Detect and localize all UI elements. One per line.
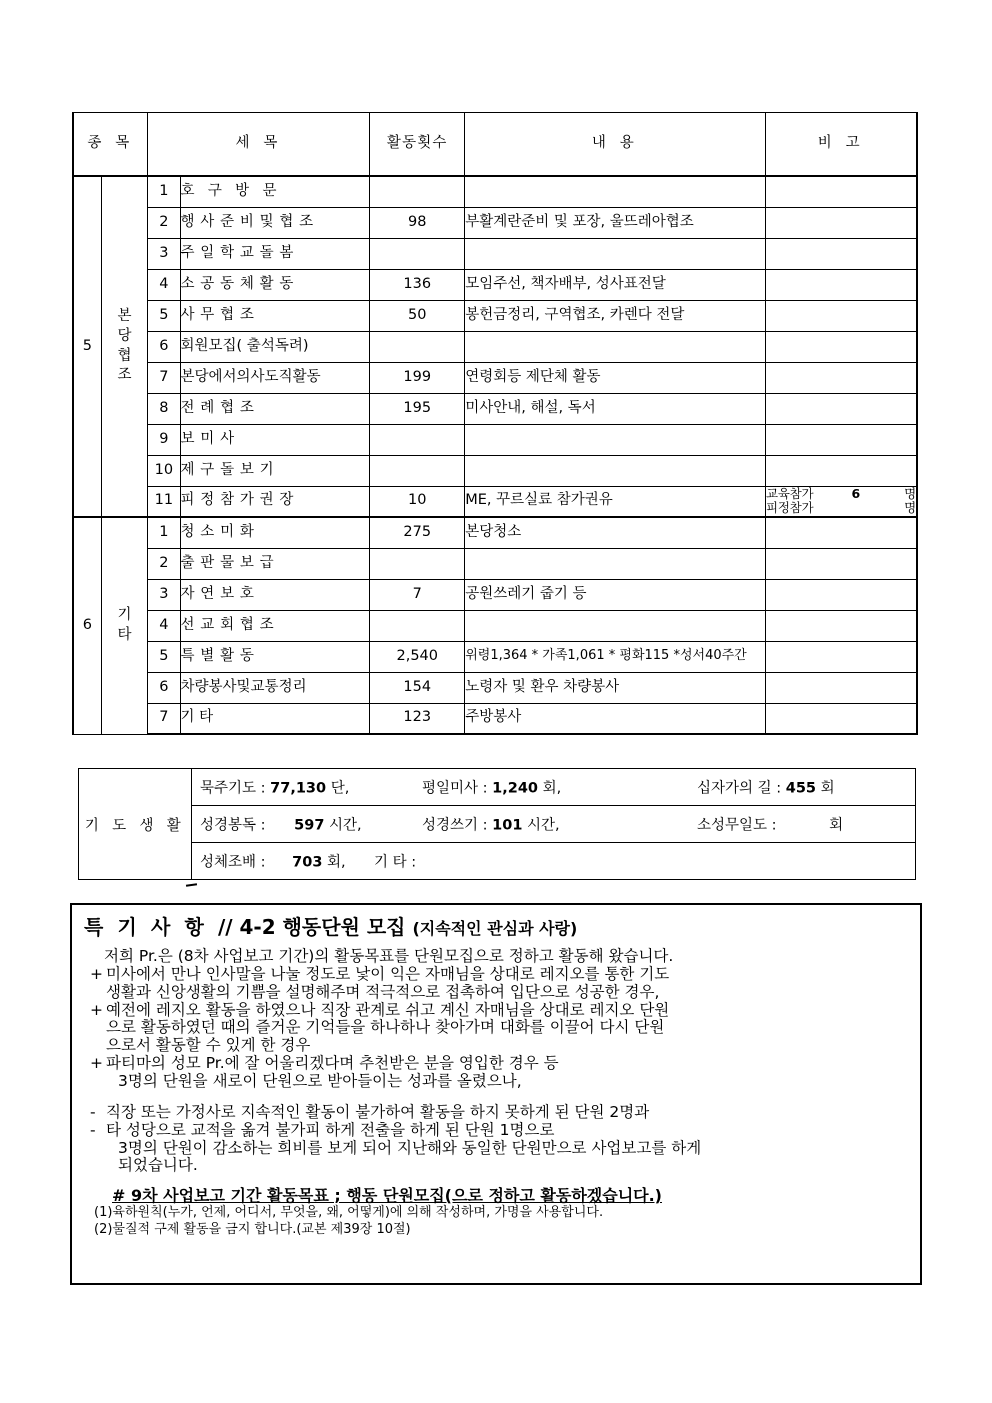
row-content: 주방봉사 xyxy=(465,703,766,734)
special-notes-plus-item xyxy=(90,1055,910,1090)
prayer-life-label: 기 도 생 활 xyxy=(79,769,192,880)
prayer-label: 소성무일도 : xyxy=(697,817,777,834)
row-note xyxy=(766,610,917,641)
prayer-unit: 회, xyxy=(542,780,562,797)
plus-marker-icon: + xyxy=(90,1001,103,1020)
table-row xyxy=(73,362,917,393)
minus-marker-icon: - xyxy=(90,1121,96,1140)
prayer-unit: 단, xyxy=(330,780,350,797)
note-value xyxy=(856,501,862,515)
paragraph-gap xyxy=(90,1090,910,1103)
table-row xyxy=(73,424,917,455)
row-note xyxy=(766,455,917,486)
prayer-label: 성경쓰기 : xyxy=(422,817,488,834)
row-content xyxy=(465,455,766,486)
item-line: 으로서 활동할 수 있게 한 경우 xyxy=(106,1035,311,1054)
prayer-value: 1,240 xyxy=(492,780,539,797)
item-line: 타 성당으로 교적을 옮겨 불가피 하게 전출을 하게 된 단원 1명으로 xyxy=(106,1121,555,1140)
prayer-row-content xyxy=(192,769,916,806)
row-count xyxy=(370,176,465,207)
row-item: 회원모집( 출석독려) xyxy=(180,331,370,362)
plus-marker-icon: + xyxy=(90,965,103,984)
note-unit: 명 xyxy=(904,500,916,516)
row-item: 본당에서의사도직활동 xyxy=(180,362,370,393)
row-count: 98 xyxy=(370,207,465,238)
next-period-goal: # 9차 사업보고 기간 활동목표 ; 행동 단원모집(으로 정하고 활동하겠습니다.) xyxy=(112,1186,662,1206)
footnote-line: (1)육하원칙(누가, 언제, 어디서, 무엇을, 왜, 어떻게)에 의해 작성하며, 가명을 사용합니다. xyxy=(94,1205,604,1221)
row-count: 123 xyxy=(370,703,465,734)
prayer-label: 십자가의 길 : xyxy=(697,780,782,797)
row-count: 2,540 xyxy=(370,641,465,672)
row-item: 보 미 사 xyxy=(180,424,370,455)
row-item: 특 별 활 동 xyxy=(180,641,370,672)
group-label-char: 타 xyxy=(117,626,132,643)
row-note xyxy=(766,207,917,238)
row-count xyxy=(370,424,465,455)
row-count: 50 xyxy=(370,300,465,331)
special-notes-plus-item xyxy=(90,1002,910,1054)
prayer-life-table-wrapper xyxy=(78,768,916,880)
prayer-value: 703 xyxy=(292,854,323,871)
special-notes-title-main: // 4-2 행동단원 모집 xyxy=(217,915,413,939)
row-content xyxy=(465,238,766,269)
prayer-unit: 회 xyxy=(829,817,844,834)
row-content: 미사안내, 해설, 독서 xyxy=(465,393,766,424)
row-number: 3 xyxy=(148,579,180,610)
header-item: 세 목 xyxy=(148,113,370,177)
row-item: 기 타 xyxy=(180,703,370,734)
prayer-label: 묵주기도 : xyxy=(200,780,266,797)
row-number: 8 xyxy=(148,393,180,424)
row-note xyxy=(766,641,917,672)
table-row xyxy=(73,579,917,610)
item-line: 3명의 단원을 새로이 단원으로 받아들이는 성과를 올렸으나, xyxy=(118,1071,522,1090)
table-header-row xyxy=(73,113,917,177)
row-content: 봉헌금정리, 구역협조, 카렌다 전달 xyxy=(465,300,766,331)
prayer-row xyxy=(79,769,916,806)
row-note xyxy=(766,362,917,393)
item-line: 파티마의 성모 Pr.에 잘 어울리겠다며 추천받은 분을 영입한 경우 등 xyxy=(106,1054,559,1073)
row-number: 10 xyxy=(148,455,180,486)
row-number: 4 xyxy=(148,610,180,641)
row-count: 199 xyxy=(370,362,465,393)
table-row xyxy=(73,300,917,331)
minus-marker-icon: - xyxy=(90,1102,96,1121)
note-value: 6 xyxy=(851,486,860,502)
row-note-detail xyxy=(766,486,917,517)
row-number: 7 xyxy=(148,362,180,393)
row-number: 6 xyxy=(148,672,180,703)
item-line: 예전에 레지오 활동을 하였으나 직장 관계로 쉬고 계신 자매님을 상대로 레지오 단원 xyxy=(106,1001,670,1020)
group-label-char: 기 xyxy=(117,606,132,623)
row-number: 1 xyxy=(148,517,180,548)
activity-table xyxy=(72,112,918,735)
row-note xyxy=(766,269,917,300)
row-content xyxy=(465,176,766,207)
group-label-char: 협 xyxy=(117,347,132,364)
stray-dash-mark xyxy=(186,883,197,887)
item-line: 미사에서 만나 인사말을 나눌 정도로 낯이 익은 자매님을 상대로 레지오를 통한 기도 xyxy=(106,965,670,984)
row-content: 모임주선, 책자배부, 성사표전달 xyxy=(465,269,766,300)
special-notes-body xyxy=(72,940,920,1238)
row-note xyxy=(766,579,917,610)
row-number: 11 xyxy=(148,486,180,517)
row-count: 136 xyxy=(370,269,465,300)
row-content xyxy=(465,610,766,641)
header-count: 활동횟수 xyxy=(370,113,465,177)
row-number: 9 xyxy=(148,424,180,455)
row-item: 행 사 준 비 및 협 조 xyxy=(180,207,370,238)
prayer-label: 평일미사 : xyxy=(422,780,488,797)
table-row xyxy=(73,548,917,579)
row-item: 선 교 회 협 조 xyxy=(180,610,370,641)
row-count: 275 xyxy=(370,517,465,548)
table-row xyxy=(73,610,917,641)
prayer-value: 455 xyxy=(785,780,817,797)
prayer-life-table xyxy=(78,768,916,880)
row-content: 부활계란준비 및 포장, 울뜨레아협조 xyxy=(465,207,766,238)
footnote-line: (2)물질적 구제 활동을 금지 합니다.(교본 제39장 10절) xyxy=(94,1221,411,1237)
row-content: 연령회등 제단체 활동 xyxy=(465,362,766,393)
plus-marker-icon: + xyxy=(90,1054,103,1073)
row-content xyxy=(465,548,766,579)
note-unit: 명 xyxy=(904,486,916,502)
row-count xyxy=(370,548,465,579)
prayer-label: 기 타 : xyxy=(374,854,417,871)
prayer-row-content xyxy=(192,843,916,880)
row-count: 10 xyxy=(370,486,465,517)
prayer-label: 성체조배 : xyxy=(200,854,266,871)
table-row xyxy=(73,703,917,734)
header-note: 비 고 xyxy=(766,113,917,177)
row-number: 7 xyxy=(148,703,180,734)
prayer-unit: 회 xyxy=(820,780,835,797)
row-item: 호 구 방 문 xyxy=(180,176,370,207)
group-vertical-label xyxy=(101,517,147,734)
row-number: 1 xyxy=(148,176,180,207)
row-number: 2 xyxy=(148,207,180,238)
table-row xyxy=(73,641,917,672)
row-note xyxy=(766,331,917,362)
row-count: 154 xyxy=(370,672,465,703)
prayer-unit: 시간, xyxy=(527,817,560,834)
group-vertical-label xyxy=(101,176,147,517)
note-label: 피정참가 xyxy=(766,500,814,516)
prayer-row-content xyxy=(192,806,916,843)
prayer-value: 597 xyxy=(294,817,325,834)
row-count: 7 xyxy=(370,579,465,610)
row-item: 청 소 미 화 xyxy=(180,517,370,548)
group-label-char: 조 xyxy=(117,367,132,384)
table-row xyxy=(73,269,917,300)
row-item: 출 판 물 보 급 xyxy=(180,548,370,579)
row-number: 5 xyxy=(148,300,180,331)
group-number: 5 xyxy=(73,176,101,517)
row-count xyxy=(370,238,465,269)
prayer-unit: 시간, xyxy=(329,817,362,834)
row-count xyxy=(370,331,465,362)
row-note xyxy=(766,176,917,207)
prayer-row xyxy=(79,806,916,843)
special-notes-title-paren: (지속적인 관심과 사랑) xyxy=(412,919,578,938)
row-item: 사 무 협 조 xyxy=(180,300,370,331)
item-line: 생활과 신앙생활의 기쁨을 설명해주며 적극적으로 접촉하여 입단으로 성공한 경우, xyxy=(106,982,660,1001)
table-row xyxy=(73,238,917,269)
table-row xyxy=(73,486,917,517)
table-row xyxy=(73,455,917,486)
group-label-char: 본 xyxy=(117,307,132,324)
special-notes-minus-item xyxy=(90,1122,910,1174)
item-line: 되었습니다. xyxy=(118,1155,198,1174)
item-line: 3명의 단원이 감소하는 희비를 보게 되어 지난해와 동일한 단원만으로 사업보고를 하게 xyxy=(118,1138,702,1157)
row-count xyxy=(370,610,465,641)
prayer-unit: 회, xyxy=(327,854,346,871)
row-content: ME, 꾸르실료 참가권유 xyxy=(465,486,766,517)
row-content xyxy=(465,331,766,362)
row-note xyxy=(766,238,917,269)
row-content: 본당청소 xyxy=(465,517,766,548)
prayer-label: 성경봉독 : xyxy=(200,817,266,834)
special-notes-minus-item xyxy=(90,1104,910,1121)
row-content: 공원쓰레기 줍기 등 xyxy=(465,579,766,610)
table-row xyxy=(73,207,917,238)
row-number: 2 xyxy=(148,548,180,579)
row-item: 자 연 보 호 xyxy=(180,579,370,610)
row-count xyxy=(370,455,465,486)
row-item: 주 일 학 교 돌 봄 xyxy=(180,238,370,269)
group-number: 6 xyxy=(73,517,101,734)
row-item: 소 공 동 체 활 동 xyxy=(180,269,370,300)
table-row xyxy=(73,393,917,424)
header-category: 종 목 xyxy=(73,113,148,177)
row-note xyxy=(766,393,917,424)
row-item: 제 구 돌 보 기 xyxy=(180,455,370,486)
special-notes-plus-item xyxy=(90,966,910,1001)
row-note xyxy=(766,548,917,579)
row-content: 노령자 및 환우 차량봉사 xyxy=(465,672,766,703)
row-content: 위령1,364 * 가족1,061 * 평화115 *성서40주간 xyxy=(465,641,766,672)
item-line: 으로 활동하였던 때의 즐거운 기억들을 하나하나 찾아가며 대화를 이끌어 다시 단원 xyxy=(106,1018,665,1037)
row-note xyxy=(766,703,917,734)
special-notes-intro: 저희 Pr.은 (8차 사업보고 기간)의 활동목표를 단원모집으로 정하고 활동해 왔습니다. xyxy=(104,947,674,965)
table-row xyxy=(73,331,917,362)
row-number: 3 xyxy=(148,238,180,269)
row-note xyxy=(766,672,917,703)
note-label: 교육참가 xyxy=(766,486,814,502)
row-note xyxy=(766,424,917,455)
activity-table-wrapper xyxy=(72,112,918,735)
prayer-value: 101 xyxy=(492,817,523,834)
row-item: 전 례 협 조 xyxy=(180,393,370,424)
row-item: 피 정 참 가 권 장 xyxy=(180,486,370,517)
row-note xyxy=(766,517,917,548)
row-note xyxy=(766,300,917,331)
group-label-char: 당 xyxy=(117,327,132,344)
special-notes-box xyxy=(70,903,922,1285)
row-content xyxy=(465,424,766,455)
prayer-value xyxy=(781,818,829,834)
table-row xyxy=(73,176,917,207)
prayer-value: 77,130 xyxy=(270,780,327,797)
special-notes-title-lead: 특 기 사 항 xyxy=(84,915,218,939)
header-content: 내 용 xyxy=(465,113,766,177)
special-notes-title xyxy=(72,905,920,940)
row-number: 4 xyxy=(148,269,180,300)
item-line: 직장 또는 가정사로 지속적인 활동이 불가하여 활동을 하지 못하게 된 단원 2명과 xyxy=(106,1102,650,1121)
row-item: 차량봉사및교통정리 xyxy=(180,672,370,703)
row-number: 5 xyxy=(148,641,180,672)
table-row xyxy=(73,672,917,703)
row-count: 195 xyxy=(370,393,465,424)
row-number: 6 xyxy=(148,331,180,362)
prayer-row xyxy=(79,843,916,880)
footnotes xyxy=(90,1205,910,1238)
table-row xyxy=(73,517,917,548)
